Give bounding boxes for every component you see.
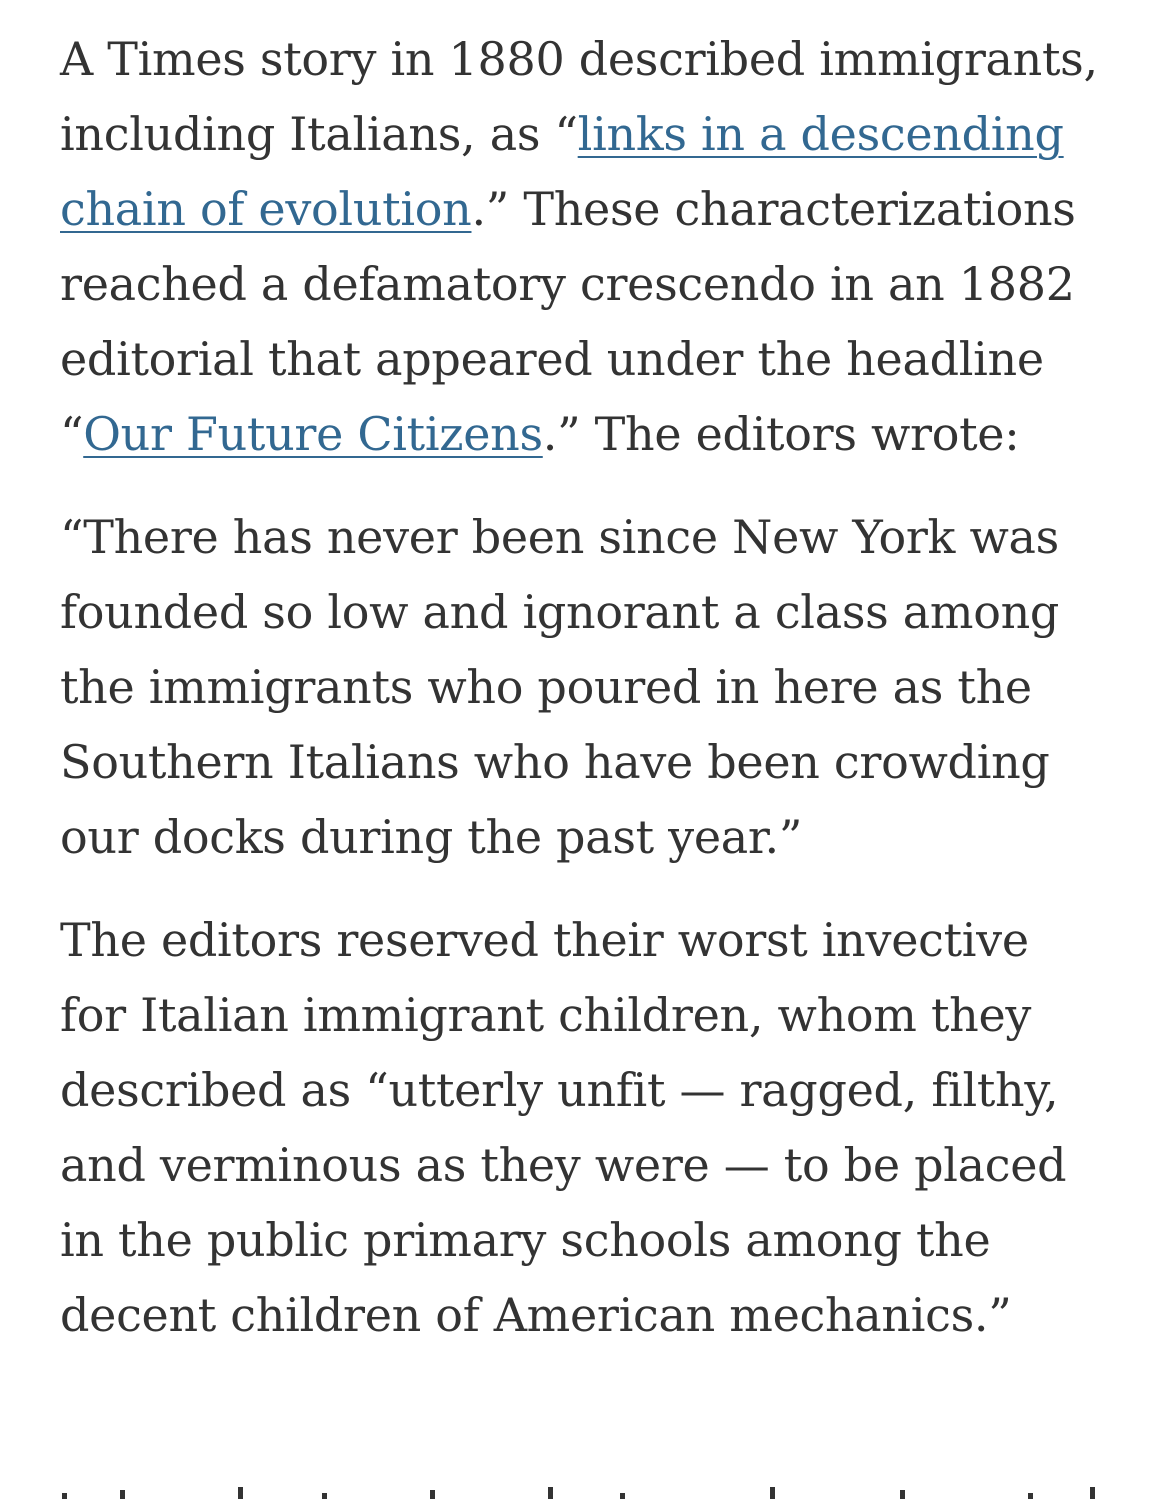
link-our-future-citizens[interactable]: Our Future Citizens <box>83 407 543 461</box>
link-descending-chain[interactable]: links in a descending chain of evolution <box>60 107 1064 236</box>
para1-text-end: .” The editors wrote: <box>542 407 1020 461</box>
paragraph-editors-invective: The editors reserved their worst invective for Italian immigrant children, whom they described as “utterly unfit — ragged, filthy, and verminous as they were — to be placed in the public primary schools among the decent children of American mechanics.” <box>60 913 1067 1342</box>
article-body <box>60 22 1100 1381</box>
next-paragraph-cutoff <box>60 1484 1100 1499</box>
paragraph-times-1880 <box>60 22 1100 472</box>
next-line-ascenders <box>60 1484 1100 1499</box>
para1-text-start: A Times story in 1880 described immigrants, including Italians, as “ <box>60 32 1098 161</box>
para1-text-middle: .” These characterizations reached a defamatory crescendo in an 1882 editorial that appeared under the headline “ <box>60 182 1076 461</box>
paragraph-editorial-quote: “There has never been since New York was founded so low and ignorant a class among the immigrants who poured in here as the Southern Italians who have been crowding our docks during the past year.” <box>60 510 1060 864</box>
